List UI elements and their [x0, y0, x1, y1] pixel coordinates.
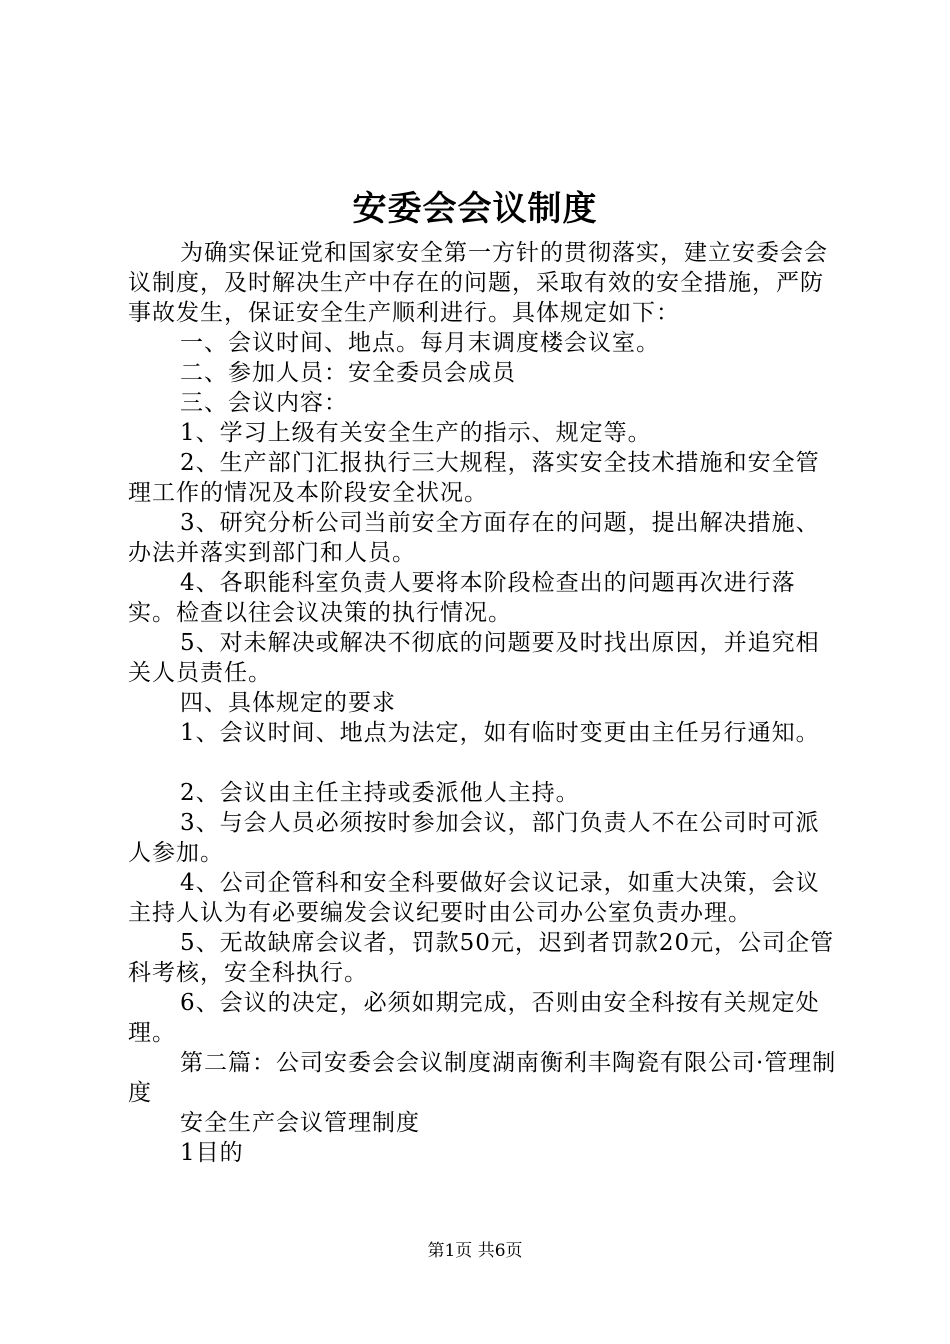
section-requirements: 四、具体规定的要求 — [180, 690, 396, 716]
section-attendees: 二、参加人员：安全委员会成员 — [180, 360, 516, 386]
content-item-4: 4、各职能科室负责人要将本阶段检查出的问题再次进行落实。检查以往会议决策的执行情况。 — [128, 570, 796, 626]
second-article-heading: 第二篇：公司安委会会议制度湖南衡利丰陶瓷有限公司·管理制度 — [128, 1050, 837, 1106]
document-title: 安委会会议制度 — [352, 189, 598, 229]
content-item-3: 3、研究分析公司当前安全方面存在的问题，提出解决措施、办法并落实到部门和人员。 — [128, 510, 820, 566]
requirement-item-4: 4、公司企管科和安全科要做好会议记录，如重大决策，会议主持人认为有必要编发会议纪要时由公司办公室负责办理。 — [128, 870, 820, 926]
requirement-item-6: 6、会议的决定，必须如期完成，否则由安全科按有关规定处理。 — [128, 990, 820, 1046]
requirement-item-5: 5、无故缺席会议者，罚款50元，迟到者罚款20元，公司企管科考核，安全科执行。 — [128, 930, 835, 986]
section-meeting-content: 三、会议内容： — [180, 390, 348, 416]
section-meeting-time-place: 一、会议时间、地点。每月末调度楼会议室。 — [180, 330, 660, 356]
requirement-item-1: 1、会议时间、地点为法定，如有临时变更由主任另行通知。 — [180, 720, 820, 746]
blank-line — [128, 748, 840, 778]
second-article-section-purpose: 1目的 — [180, 1140, 244, 1166]
content-item-2: 2、生产部门汇报执行三大规程，落实安全技术措施和安全管理工作的情况及本阶段安全状况。 — [128, 450, 820, 506]
second-article-title: 安全生产会议管理制度 — [180, 1110, 420, 1136]
intro-paragraph: 为确实保证党和国家安全第一方针的贯彻落实，建立安委会会议制度，及时解决生产中存在的问题，采取有效的安全措施，严防事故发生，保证安全生产顺利进行。具体规定如下： — [128, 240, 828, 326]
document-body — [128, 238, 840, 1168]
content-item-1: 1、学习上级有关安全生产的指示、规定等。 — [180, 420, 652, 446]
page-number-footer: 第1页 共6页 — [427, 1241, 523, 1261]
requirement-item-3: 3、与会人员必须按时参加会议，部门负责人不在公司时可派人参加。 — [128, 810, 820, 866]
requirement-item-2: 2、会议由主任主持或委派他人主持。 — [180, 780, 580, 806]
content-item-5: 5、对未解决或解决不彻底的问题要及时找出原因，并追究相关人员责任。 — [128, 630, 820, 686]
